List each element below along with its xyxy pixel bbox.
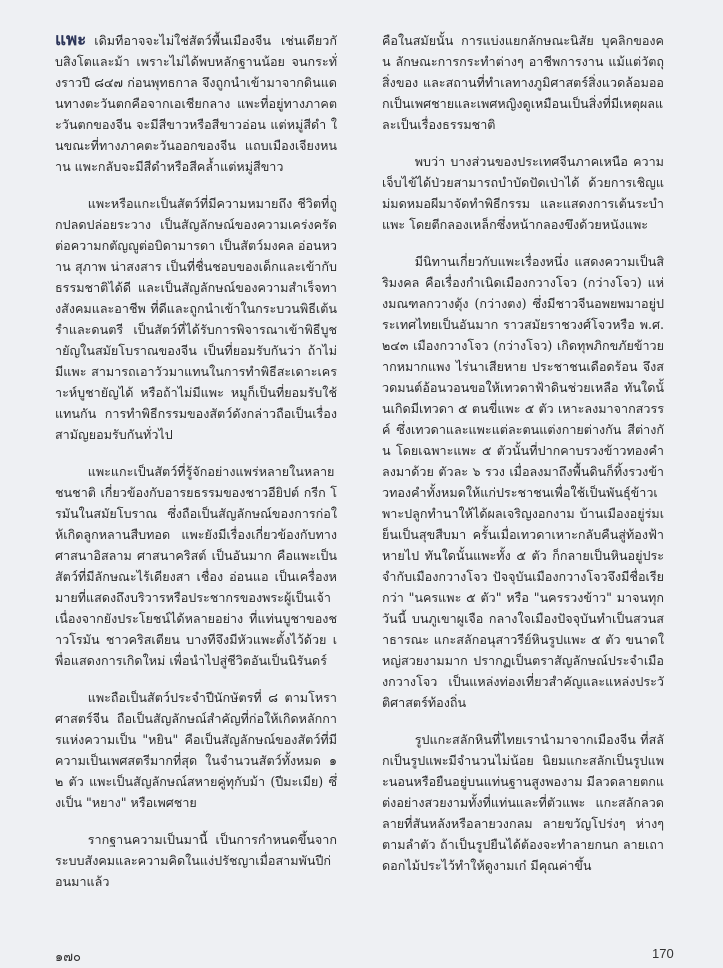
intro-paragraph	[55, 30, 337, 177]
continued-paragraph: คือในสมัยนั้น การแบ่งแยกลักษณะนิสัย บุคลิกของคน ลักษณะการกระทำต่างๆ อาชีพการงาน แม้แต่วัตถุสิ่งของ และสถานที่ทำเลทางภูมิศาสตร์สิ่งแวดล้อมออกเป็นเพศชายและเพศหญิงดูเหมือนเป็นสิ่งที่มีเหตุผลและเป็นเรื่องธรรมชาติ	[382, 33, 664, 132]
right-column	[382, 30, 664, 892]
body-paragraph: แพะถือเป็นสัตว์ประจำปีนักษัตรที่ ๘ ตามโหราศาสตร์จีน ถือเป็นสัญลักษณ์สำคัญที่ก่อให้เกิดหลักการแห่งความเป็น "หยิน" คือเป็นสัญลักษณ์ของสัตว์ที่มีความเป็นเพศสตรีมากที่สุด ในจำนวนสัตว์ทั้งหมด ๑๒ ตัว แพะเป็นสัญลักษณ์สหายคู่ทุกับม้า (ปีมะเมีย) ซึ่งเป็น "หยาง" หรือเพศชาย	[55, 690, 337, 810]
page-number: 170	[652, 946, 674, 961]
body-paragraph: พบว่า บางส่วนของประเทศจีนภาคเหนือ ความเจ็บไข้ได้ป่วยสามารถบำบัดปัดเป่าได้ ด้วยการเชิญแม่มดหมอผีมาจัดทำพิธีกรรม และแสดงการเต้นระบำแพะ โดยตีกลองเหล็กซึ่งหน้ากลองขึงด้วยหนังแพะ	[382, 154, 664, 232]
body-paragraph: มีนิทานเกี่ยวกับแพะเรื่องหนึ่ง แสดงความเป็นสิริมงคล คือเรื่องกำเนิดเมืองกวางโจว (กว่างโจว) แห่งมณฑลกวางตุ้ง (กว่างตง) ซึ่งมีชาวจีนอพยพมาอยู่ประเทศไทยเป็นอันมาก ราวสมัยราชวงศ์โจวหรือ พ.ศ. ๒๔๓ เมืองกวางโจว (กว่างโจว) เกิดทุพภิกขภัยข้าวยากหมากแพง ไร่นาเสียหาย ประชาชนเดือดร้อน จึงสวดมนต์อ้อนวอนขอให้เทวดาฟ้าดินช่วยเหลือ ทันใดนั้นเกิดมีเทวดา ๕ ตนขี่แพะ ๕ ตัว เหาะลงมาจากสวรรค์ ซึ่งเทวดาและแพะแต่ละตนแต่งกายต่างกัน สีต่างกัน โดยเฉพาะแพะ ๕ ตัวนั้นที่ปากคาบรวงข้าวทองคำลงมาด้วย ตัวละ ๖ รวง เมื่อลงมาถึงพื้นดินก็ทิ้งรวงข้าวทองคำทั้งหมดให้แก่ประชาชนเพื่อใช้เป็นพันธุ์ข้าวเพาะปลูกทำนาให้ได้ผลเจริญงอกงาม บ้านเมืองอยู่ร่มเย็นเป็นสุขสืบมา ครั้นเมื่อเทวดาเหาะกลับคืนสู่ท้องฟ้าหายไป ทันใดนั้นแพะทั้ง ๕ ตัว ก็กลายเป็นหินอยู่ประจำกับเมืองกวางโจว ปัจจุบันเมืองกวางโจวจึงมีชื่อเรียกว่า "นครแพะ ๕ ตัว" หรือ "นครรวงข้าว" มาจนทุกวันนี้ บนภูเขาผูเจือ กลางใจเมืองปัจจุบันทำเป็นสวนสาธารณะ แกะสลักอนุสาวรีย์หินรูปแพะ ๕ ตัว ขนาดใหญ่สวยงามมาก ปรากฏเป็นตราสัญลักษณ์ประจำเมืองกวางโจว เป็นแหล่งท่องเที่ยวสำคัญและแหล่งประวัติศาสตร์ท้องถิ่น	[382, 254, 664, 710]
paragraph-text: เดิมทีอาจจะไม่ใช่สัตว์พื้นเมืองจีน เช่นเดียวกับสิงโตและม้า เพราะไม่ได้พบหลักฐานน้อย จนกระทั่งราวปี ๘๔๗ ก่อนพุทธกาล จึงถูกนำเข้ามาจากดินแดนทางตะวันตกคือจากเอเชียกลาง แพะที่อยู่ทางภาคตะวันตกของจีน จะมีสีขาวหรือสีขาวอ่อน แต่หมู่สีดำ ในขณะที่ทางภาคตะวันออกของจีน แถบเมืองเจียงหนาน แพะกลับจะมีสีดำหรือสีคล้ำแต่หมู่สีขาว	[55, 33, 337, 174]
body-paragraph: รากฐานความเป็นมานี้ เป็นการกำหนดขึ้นจากระบบสังคมและความคิดในแง่ปรัชญาเมื่อสามพันปีก่อนมาแล้ว	[55, 832, 337, 889]
body-paragraph: รูปแกะสลักหินที่ไทยเรานำมาจากเมืองจีน ที่สลักเป็นรูปแพะมีจำนวนไม่น้อย นิยมแกะสลักเป็นรูปแพะนอนหรือยืนอยู่บนแท่นฐานสูงพองาม มีลวดลายตกแต่งอย่างสวยงามทั้งที่แท่นและที่ตัวแพะ แกะสลักลวดลายที่สันหลังหรือลายวงกลม ลายขวัญโปร่งๆ ห่างๆ ตามลำตัว ถ้าเป็นรูปยืนได้ต้องจะทำลายกนก ลายเถาดอกไม้ประไว้ทำให้ดูงามเก๋ มีคุณค่าขึ้น	[382, 732, 664, 873]
left-column	[55, 30, 337, 908]
body-paragraph: แพะหรือแกะเป็นสัตว์ที่มีความหมายถึง ชีวิตที่ถูกปลดปล่อยระวาง เป็นสัญลักษณ์ของความเคร่งครัดต่อความกตัญญูต่อบิดามารดา เป็นสัตว์มงคล อ่อนหวาน สุภาพ น่าสงสาร เป็นที่ชื่นชอบของเด็กและเข้ากับธรรมชาติได้ดี และเป็นสัญลักษณ์ของความสำเร็จทางสังคมและอาชีพ ที่ดีและถูกนำเข้าในกระบวนพิธีเต้นรำและดนตรี เป็นสัตว์ที่ได้รับการพิจารณาเข้าพิธีบูชายัญในสมัยโบราณของจีน เป็นที่ยอมรับกันว่า ถ้าไม่มีแพะ สามารถเอาวัวมาแทนในการทำพิธีสะเดาะเคราะห์บูชายัญได้ หรือถ้าไม่มีแพะ หมูก็เป็นที่ยอมรับใช้แทนกัน การทำพิธีกรรมของสัตว์ดังกล่าวถือเป็นเรื่องสามัญยอมรับกันทั่วไป	[55, 196, 337, 442]
lead-word: แพะ	[55, 30, 87, 50]
page-number-thai: ๑๗๐	[55, 950, 81, 965]
body-paragraph: แพะแกะเป็นสัตว์ที่รู้จักอย่างแพร่หลายในหลายชนชาติ เกี่ยวข้องกับอารยธรรมของชาวอียิปต์ กรีก โรมันในสมัยโบราณ ซึ่งถือเป็นสัญลักษณ์ของการก่อให้เกิดลูกหลานสืบทอด แพะยังมีเรื่องเกี่ยวข้องกับทางศาสนาอิสลาม ศาสนาคริสต์ เป็นอันมาก คือแพะเป็นสัตว์ที่มีลักษณะไร้เดียงสา เชื่อง อ่อนแอ เป็นเครื่องหมายที่แสดงถึงบริวารหรือประชากรของพระผู้เป็นเจ้า เนื่องจากยังประโยชน์ได้หลายอย่าง ที่แท่นบูชาของชาวโรมัน ชาวคริสเตียน บางทีจึงมีหัวแพะตั้งไว้ด้วย เพื่อแสดงการเกิดใหม่ เพื่อนำไปสู่ชีวิตอันเป็นนิรันดร์	[55, 464, 337, 668]
